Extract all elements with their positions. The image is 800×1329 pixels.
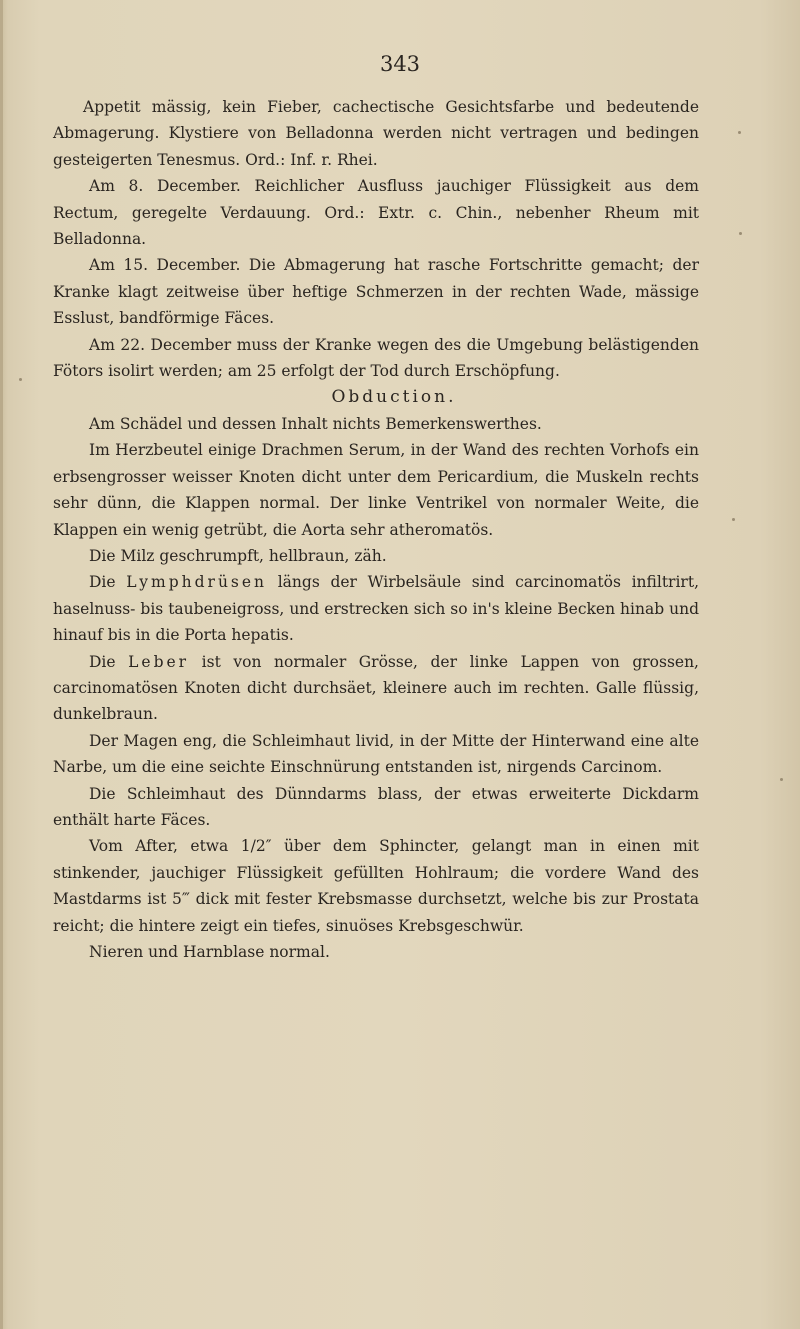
paragraph-kidneys: Nieren und Harnblase normal. xyxy=(89,943,330,961)
paragraph-dec-22: Am 22. December muss der Kranke wegen des die Umgebung belästigenden Fötors isolirt werden; am 25 erfolgt der Tod durch Erschöpfung. xyxy=(53,335,699,381)
page-spine-edge xyxy=(0,0,3,1329)
lymph-lead: Die xyxy=(89,573,127,592)
rectum-after-fraction: über dem Sphincter, gelangt man in einen mit stinkender, jauchiger Flüssigkeit gefüllten Hohlraum; die vordere Wand des Mastdarms ist xyxy=(53,837,699,909)
rectum-before-fraction: Vom After, etwa xyxy=(89,837,241,856)
paper-speck xyxy=(732,518,735,521)
paragraph-lymph xyxy=(53,569,699,648)
page-number: 343 xyxy=(379,52,421,76)
paragraph-stomach: Der Magen eng, die Schleimhaut livid, in der Mitte der Hinterwand eine alte Narbe, um die eine seichte Einschnürung entstanden ist, nirgends Carcinom. xyxy=(53,731,699,777)
paragraph-dec-15: Am 15. December. Die Abmagerung hat rasche Fortschritte gemacht; der Kranke klagt zeitweise über heftige Schmerzen in der rechten Wade, mässige Esslust, bandförmige Fäces. xyxy=(53,256,699,328)
lymph-rest: längs der Wirbelsäule sind carcinomatös infiltrirt, haselnuss- bis taubeneigross, und erstrecken sich so in's kleine Becken hinab und hinauf bis in die Porta hepatis. xyxy=(53,573,699,645)
body-text xyxy=(53,94,699,965)
rectum-after-thickness: dick mit fester Krebsmasse durchsetzt, welche bis zur Prostata reicht; die hintere zeigt ein tiefes, sinuöses Krebsgeschwür. xyxy=(53,890,700,935)
paragraph-intestine: Die Schleimhaut des Dünndarms blass, der etwas erweiterte Dickdarm enthält harte Fäces. xyxy=(53,784,699,829)
rectum-fraction: 1/2″ xyxy=(240,837,272,856)
paper-speck xyxy=(780,778,783,781)
liver-term: Leber xyxy=(128,652,190,671)
paragraph-heart: Im Herzbeutel einige Drachmen Serum, in der Wand des rechten Vorhofs ein erbsengrosser weisser Knoten dicht unter dem Pericardium, die Muskeln rechts sehr dünn, die Klappen normal. Der linke Ventrikel von normaler Weite, die Klappen ein wenig getrübt, die Aorta sehr atheromatös. xyxy=(53,441,699,539)
paragraph-dec-8: Am 8. December. Reichlicher Ausfluss jauchiger Flüssigkeit aus dem Rectum, geregelte Verdauung. Ord.: Extr. c. Chin., nebenher Rheum mit Belladonna. xyxy=(53,177,699,249)
liver-lead: Die xyxy=(89,652,129,671)
paper-speck xyxy=(739,232,742,235)
paragraph-appetit: Appetit mässig, kein Fieber, cachectische Gesichtsfarbe und bedeutende Abmagerung. Klystiere von Belladonna werden nicht vertragen und bedingen gesteigerten Tenesmus. Ord.: Inf. r. Rhei. xyxy=(53,98,699,169)
paper-speck xyxy=(738,131,741,134)
lymph-term: Lymphdrüsen xyxy=(126,573,268,592)
liver-rest: ist von normaler Grösse, der linke Lappen von grossen, carcinomatösen Knoten dicht durchsäet, kleinere auch im rechten. Galle flüssig, dunkelbraun. xyxy=(53,652,699,724)
paragraph-skull: Am Schädel und dessen Inhalt nichts Bemerkenswerthes. xyxy=(89,414,542,433)
paragraph-liver xyxy=(53,649,699,728)
paper-speck xyxy=(19,378,22,381)
rectum-thickness: 5‴ xyxy=(172,890,190,909)
section-heading-obduction: Obduction. xyxy=(331,387,457,408)
paragraph-spleen: Die Milz geschrumpft, hellbraun, zäh. xyxy=(89,546,387,565)
paragraph-rectum xyxy=(53,833,699,939)
